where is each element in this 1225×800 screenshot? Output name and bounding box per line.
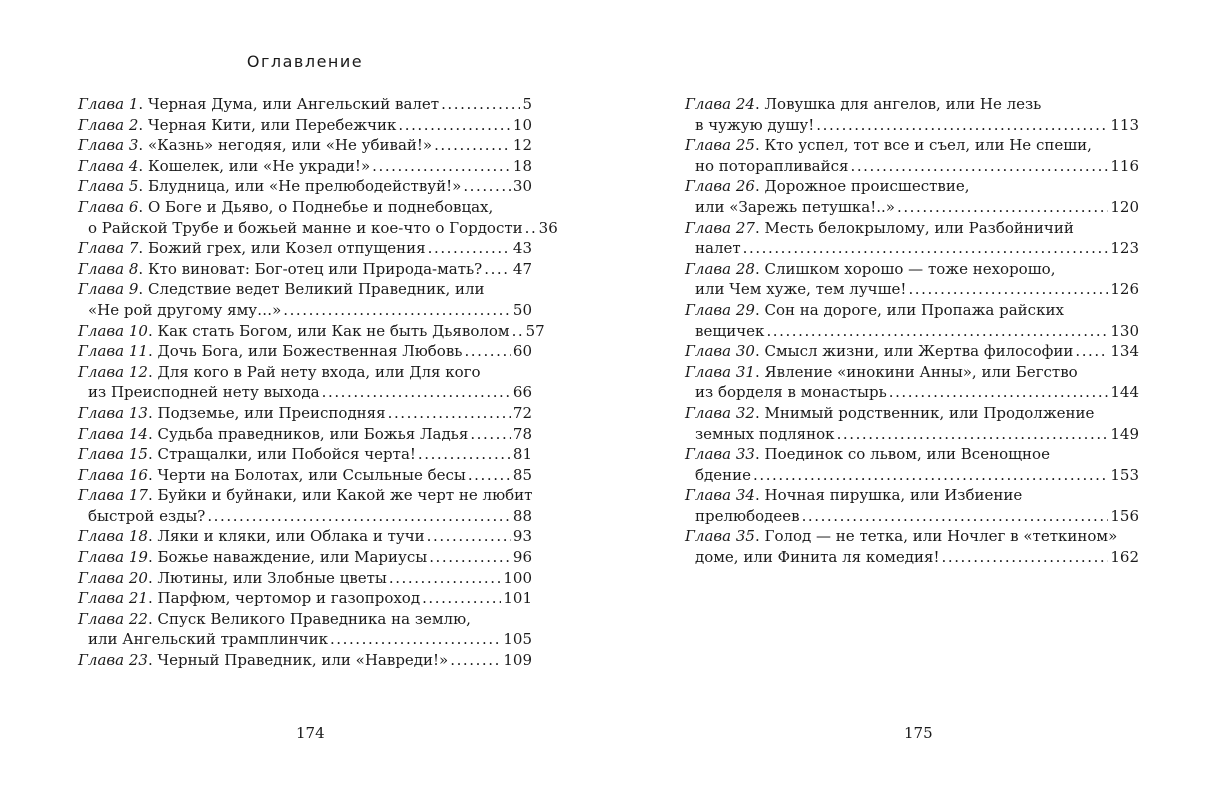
dot-leader	[470, 424, 511, 445]
toc-entry-line	[78, 135, 532, 156]
toc-entry-line	[685, 321, 1139, 342]
chapter-separator: .	[138, 95, 148, 113]
dot-leader	[207, 506, 511, 527]
chapter-title: Судьба праведников, или Божья Ладья	[157, 424, 469, 443]
toc-entry-line	[685, 115, 1139, 136]
toc-entry-line	[78, 156, 532, 177]
right-page	[612, 0, 1225, 800]
chapter-separator: .	[754, 445, 765, 464]
chapter-page-number: 100	[503, 568, 532, 587]
toc-entry-line	[78, 238, 532, 259]
chapter-label: Глава 18	[78, 527, 148, 546]
chapter-page-number: 78	[512, 424, 532, 443]
toc-entry-line	[685, 526, 1139, 547]
chapter-title: Ночная пирушка, или Избиение	[764, 486, 1023, 505]
chapter-separator: .	[754, 486, 765, 505]
chapter-title: Кошелек, или «Не укради!»	[147, 156, 371, 175]
chapter-title: прелюбодеев	[695, 506, 800, 525]
dot-leader	[441, 94, 520, 115]
chapter-label: Глава 19	[78, 548, 148, 567]
toc-entry-line	[78, 444, 532, 465]
chapter-page-number: 96	[512, 548, 532, 567]
dot-leader	[427, 526, 511, 547]
chapter-page-number: 60	[512, 342, 532, 361]
chapter-title: бдение	[695, 465, 752, 484]
chapter-label: Глава 7	[78, 239, 139, 258]
chapter-title: Буйки и буйнаки, или Какой же черт не любит	[157, 486, 533, 505]
chapter-label: Глава 30	[685, 342, 755, 361]
toc-entry-line	[685, 135, 1139, 156]
dot-leader	[428, 238, 511, 259]
dot-leader	[850, 156, 1108, 177]
chapter-separator: .	[138, 115, 148, 134]
chapter-label: Глава 29	[685, 300, 755, 319]
chapter-label: Глава 21	[78, 589, 148, 608]
chapter-title: Подземье, или Преисподняя	[157, 403, 386, 422]
chapter-separator: .	[147, 424, 158, 443]
dot-leader	[468, 465, 511, 486]
chapter-label: Глава 31	[685, 362, 755, 381]
page-number-right: 175	[904, 724, 933, 742]
chapter-label: Глава 35	[685, 527, 755, 546]
chapter-label: Глава 28	[685, 259, 755, 278]
chapter-label: Глава 33	[685, 445, 755, 464]
chapter-page-number: 10	[512, 115, 532, 134]
chapter-label: Глава 17	[78, 486, 148, 505]
chapter-title: Голод — не тетка, или Ночлег в «теткином»	[764, 527, 1118, 546]
chapter-title: Поединок со львом, или Всенощное	[764, 445, 1050, 464]
chapter-title: Стращалки, или Побойся черта!	[157, 445, 416, 464]
chapter-page-number: 144	[1110, 383, 1139, 402]
left-page	[0, 0, 612, 800]
toc-entry	[78, 465, 532, 486]
chapter-title: из Преисподней нету выхода	[88, 383, 320, 402]
toc-entry-line	[685, 279, 1139, 300]
chapter-title: или Чем хуже, тем лучше!	[695, 280, 907, 299]
chapter-title: «Казнь» негодяя, или «Не убивай!»	[147, 136, 433, 155]
chapter-separator: .	[754, 527, 765, 546]
chapter-title: Ляки и кляки, или Облака и тучи	[157, 527, 425, 546]
chapter-label: Глава 11	[78, 342, 148, 361]
dot-leader	[1075, 341, 1108, 362]
chapter-title: Черти на Болотах, или Ссыльные бесы	[157, 465, 466, 484]
toc-entry-line	[685, 156, 1139, 177]
toc-entry	[78, 485, 532, 526]
toc-entry-line	[78, 341, 532, 362]
chapter-page-number: 116	[1110, 156, 1139, 175]
toc-entry-line	[78, 300, 532, 321]
toc-entry-line	[78, 526, 532, 547]
chapter-title: Кто виноват: Бог-отец или Природа-мать?	[147, 259, 483, 278]
chapter-separator: .	[147, 609, 158, 628]
dot-leader	[512, 321, 524, 342]
page-number-left: 174	[296, 724, 325, 742]
toc-entry	[78, 341, 532, 362]
chapter-separator: .	[147, 589, 158, 608]
toc-entry-line	[78, 197, 532, 218]
chapter-label: Глава 24	[685, 95, 755, 113]
chapter-label: Глава 15	[78, 445, 148, 464]
dot-leader	[484, 259, 511, 280]
chapter-title: Как стать Богом, или Как не быть Дьяволом	[157, 321, 510, 340]
toc-entry-line	[78, 94, 532, 115]
chapter-page-number: 88	[512, 506, 532, 525]
toc-entry	[685, 485, 1139, 526]
toc-entry-line	[78, 403, 532, 424]
chapter-separator: .	[147, 651, 158, 670]
chapter-label: Глава 13	[78, 403, 148, 422]
chapter-title: в чужую душу!	[695, 115, 815, 134]
toc-entry	[78, 94, 532, 115]
toc-entry-line	[78, 629, 532, 650]
dot-leader	[802, 506, 1109, 527]
chapter-title: Лютины, или Злобные цветы	[157, 568, 387, 587]
chapter-separator: .	[147, 527, 158, 546]
chapter-title: доме, или Финита ля комедия!	[695, 548, 940, 567]
dot-leader	[389, 568, 501, 589]
toc-entry-line	[685, 444, 1139, 465]
chapter-title: Черный Праведник, или «Навреди!»	[157, 651, 449, 670]
dot-leader	[283, 300, 511, 321]
chapter-page-number: 162	[1110, 548, 1139, 567]
dot-leader	[897, 197, 1108, 218]
chapter-title: Дорожное происшествие,	[764, 177, 970, 196]
toc-entry	[78, 321, 545, 342]
dot-leader	[330, 629, 501, 650]
chapter-label: Глава 20	[78, 568, 148, 587]
chapter-page-number: 120	[1110, 197, 1139, 216]
toc-entry-line	[78, 650, 532, 671]
toc-entry-line	[685, 547, 1139, 568]
chapter-page-number: 50	[512, 300, 532, 319]
chapter-title: Дочь Бога, или Божественная Любовь	[157, 342, 463, 361]
toc-entry	[685, 403, 1139, 444]
chapter-title: Божий грех, или Козел отпущения	[147, 239, 426, 258]
chapter-page-number: 126	[1110, 280, 1139, 299]
chapter-page-number: 156	[1110, 506, 1139, 525]
toc-entry-line	[685, 424, 1139, 445]
chapter-label: Глава 2	[78, 115, 139, 134]
chapter-page-number: 30	[512, 177, 532, 196]
toc-entry	[685, 135, 1139, 176]
chapter-separator: .	[754, 403, 765, 422]
toc-entry	[685, 444, 1139, 485]
chapter-title: Парфюм, чертомор и газопроход	[157, 589, 421, 608]
toc-entry-line	[78, 568, 532, 589]
toc-entry	[78, 650, 532, 671]
toc-entry-line	[685, 176, 1139, 197]
chapter-separator: .	[754, 342, 765, 361]
chapter-separator: .	[138, 239, 148, 258]
toc-list-left	[78, 94, 558, 671]
chapter-title: Черная Дума, или Ангельский валет	[147, 95, 440, 113]
dot-leader	[418, 444, 511, 465]
chapter-label: Глава 25	[685, 136, 755, 155]
toc-entry-line	[685, 238, 1139, 259]
chapter-label: Глава 5	[78, 177, 139, 196]
chapter-page-number: 123	[1110, 239, 1139, 258]
chapter-page-number: 149	[1110, 424, 1139, 443]
toc-entry	[685, 300, 1139, 341]
chapter-title: Черная Кити, или Перебежчик	[147, 115, 397, 134]
toc-entry-line	[78, 176, 532, 197]
chapter-separator: .	[147, 321, 158, 340]
toc-entry-line	[78, 588, 532, 609]
chapter-label: Глава 16	[78, 465, 148, 484]
chapter-separator: .	[147, 486, 158, 505]
chapter-label: Глава 3	[78, 136, 139, 155]
chapter-page-number: 5	[522, 95, 532, 113]
chapter-page-number: 36	[538, 218, 558, 237]
toc-entry	[78, 403, 532, 424]
chapter-title: земных подлянок	[695, 424, 835, 443]
chapter-page-number: 81	[512, 445, 532, 464]
toc-entry	[78, 279, 532, 320]
toc-entry	[78, 197, 558, 238]
chapter-separator: .	[147, 465, 158, 484]
chapter-title: из борделя в монастырь	[695, 383, 887, 402]
chapter-separator: .	[138, 156, 148, 175]
toc-entry-line	[685, 341, 1139, 362]
chapter-label: Глава 27	[685, 218, 755, 237]
dot-leader	[942, 547, 1109, 568]
chapter-separator: .	[754, 300, 765, 319]
toc-entry	[685, 526, 1139, 567]
chapter-title: Для кого в Рай нету входа, или Для кого	[157, 362, 481, 381]
chapter-title: О Боге и Дьяво, о Поднебье и поднебовцах,	[147, 197, 494, 216]
chapter-page-number: 153	[1110, 465, 1139, 484]
chapter-label: Глава 23	[78, 651, 148, 670]
chapter-separator: .	[147, 445, 158, 464]
toc-entry-line	[78, 321, 545, 342]
toc-entry	[78, 259, 532, 280]
chapter-page-number: 113	[1110, 115, 1139, 134]
toc-entry	[78, 176, 532, 197]
toc-entry-line	[685, 362, 1139, 383]
toc-entry-line	[78, 609, 532, 630]
toc-entry	[78, 609, 532, 650]
dot-leader	[422, 588, 501, 609]
chapter-separator: .	[754, 218, 765, 237]
chapter-separator: .	[754, 95, 765, 113]
dot-leader	[743, 238, 1109, 259]
chapter-separator: .	[138, 197, 148, 216]
toc-entry-line	[78, 547, 532, 568]
toc-entry	[78, 156, 532, 177]
toc-entry-line	[685, 197, 1139, 218]
chapter-title: Следствие ведет Великий Праведник, или	[147, 280, 485, 299]
chapter-label: Глава 4	[78, 156, 139, 175]
toc-entry	[685, 94, 1139, 135]
chapter-title: «Не рой другому яму…»	[88, 300, 282, 319]
chapter-page-number: 72	[512, 403, 532, 422]
chapter-label: Глава 14	[78, 424, 148, 443]
toc-entry	[78, 547, 532, 568]
dot-leader	[388, 403, 511, 424]
chapter-title: Ловушка для ангелов, или Не лезь	[764, 95, 1042, 113]
toc-entry-line	[685, 382, 1139, 403]
chapter-separator: .	[754, 136, 765, 155]
chapter-page-number: 57	[525, 321, 545, 340]
chapter-label: Глава 32	[685, 403, 755, 422]
chapter-separator: .	[754, 362, 765, 381]
dot-leader	[525, 218, 537, 239]
toc-entry-line	[78, 465, 532, 486]
chapter-separator: .	[754, 259, 765, 278]
toc-entry-line	[78, 424, 532, 445]
toc-entry-line	[685, 485, 1139, 506]
chapter-label: Глава 1	[78, 95, 139, 113]
chapter-label: Глава 10	[78, 321, 148, 340]
dot-leader	[908, 279, 1108, 300]
toc-entry	[685, 176, 1139, 217]
chapter-title: Сон на дороге, или Пропажа райских	[764, 300, 1064, 319]
toc-entry	[78, 588, 532, 609]
chapter-label: Глава 12	[78, 362, 148, 381]
toc-entry	[685, 259, 1139, 300]
chapter-title: Мнимый родственник, или Продолжение	[764, 403, 1095, 422]
chapter-separator: .	[147, 403, 158, 422]
chapter-page-number: 85	[512, 465, 532, 484]
toc-entry	[78, 526, 532, 547]
toc-entry	[78, 238, 532, 259]
chapter-title: Слишком хорошо — тоже нехорошо,	[764, 259, 1056, 278]
chapter-page-number: 109	[503, 651, 532, 670]
toc-entry-line	[78, 279, 532, 300]
chapter-page-number: 134	[1110, 342, 1139, 361]
toc-entry-line	[78, 259, 532, 280]
toc-entry-line	[78, 115, 532, 136]
dot-leader	[766, 321, 1108, 342]
chapter-page-number: 93	[512, 527, 532, 546]
dot-leader	[372, 156, 511, 177]
chapter-title: Месть белокрылому, или Разбойничий	[764, 218, 1074, 237]
chapter-page-number: 130	[1110, 321, 1139, 340]
toc-entry	[78, 135, 532, 156]
dot-leader	[463, 176, 511, 197]
toc-entry-line	[685, 218, 1139, 239]
chapter-label: Глава 6	[78, 197, 139, 216]
toc-entry	[78, 362, 532, 403]
chapter-separator: .	[147, 342, 158, 361]
chapter-separator: .	[138, 136, 148, 155]
dot-leader	[753, 465, 1108, 486]
dot-leader	[322, 382, 511, 403]
toc-list-right	[685, 94, 1139, 568]
chapter-separator: .	[147, 362, 158, 381]
chapter-title: Блудница, или «Не прелюбодействуй!»	[147, 177, 462, 196]
chapter-page-number: 101	[503, 589, 532, 608]
dot-leader	[450, 650, 501, 671]
dot-leader	[889, 382, 1109, 403]
toc-entry-line	[685, 259, 1139, 280]
chapter-separator: .	[138, 259, 148, 278]
dot-leader	[837, 424, 1109, 445]
toc-entry-line	[685, 465, 1139, 486]
chapter-title: вещичек	[695, 321, 765, 340]
toc-entry-line	[78, 362, 532, 383]
dot-leader	[398, 115, 511, 136]
chapter-separator: .	[147, 548, 158, 567]
dot-leader	[816, 115, 1108, 136]
chapter-title: или «Зарежь петушка!..»	[695, 197, 895, 216]
chapter-title: налет	[695, 239, 741, 258]
chapter-title: быстрой езды?	[88, 506, 206, 525]
chapter-separator: .	[138, 280, 148, 299]
chapter-title: Спуск Великого Праведника на землю,	[157, 609, 471, 628]
chapter-title: или Ангельский трамплинчик	[88, 630, 328, 649]
dot-leader	[434, 135, 511, 156]
chapter-page-number: 105	[503, 630, 532, 649]
chapter-separator: .	[147, 568, 158, 587]
chapter-label: Глава 9	[78, 280, 139, 299]
toc-entry-line	[78, 218, 558, 239]
chapter-title: Кто успел, тот все и съел, или Не спеши,	[764, 136, 1092, 155]
toc-entry-line	[78, 382, 532, 403]
chapter-label: Глава 22	[78, 609, 148, 628]
toc-entry	[685, 362, 1139, 403]
toc-heading: Оглавление	[246, 52, 364, 71]
toc-entry-line	[78, 485, 532, 506]
chapter-title: Божье наваждение, или Мариусы	[157, 548, 428, 567]
chapter-label: Глава 34	[685, 486, 755, 505]
chapter-title: Явление «инокини Анны», или Бегство	[764, 362, 1078, 381]
chapter-page-number: 18	[512, 156, 532, 175]
toc-entry	[78, 444, 532, 465]
toc-entry	[78, 568, 532, 589]
chapter-page-number: 66	[512, 383, 532, 402]
chapter-title: о Райской Трубе и божьей манне и кое-что о Гордости	[88, 218, 523, 237]
chapter-title: Смысл жизни, или Жертва философии	[764, 342, 1074, 361]
toc-entry	[78, 424, 532, 445]
toc-entry-line	[685, 403, 1139, 424]
chapter-page-number: 47	[512, 259, 532, 278]
dot-leader	[429, 547, 511, 568]
dot-leader	[464, 341, 510, 362]
chapter-title: но поторапливайся	[695, 156, 849, 175]
toc-entry-line	[78, 506, 532, 527]
toc-entry	[78, 115, 532, 136]
chapter-page-number: 12	[512, 136, 532, 155]
chapter-label: Глава 26	[685, 177, 755, 196]
toc-entry	[685, 341, 1139, 362]
chapter-page-number: 43	[512, 239, 532, 258]
toc-entry-line	[685, 506, 1139, 527]
chapter-separator: .	[138, 177, 148, 196]
toc-entry	[685, 218, 1139, 259]
toc-entry-line	[685, 300, 1139, 321]
chapter-label: Глава 8	[78, 259, 139, 278]
chapter-separator: .	[754, 177, 765, 196]
toc-entry-line	[685, 94, 1139, 115]
